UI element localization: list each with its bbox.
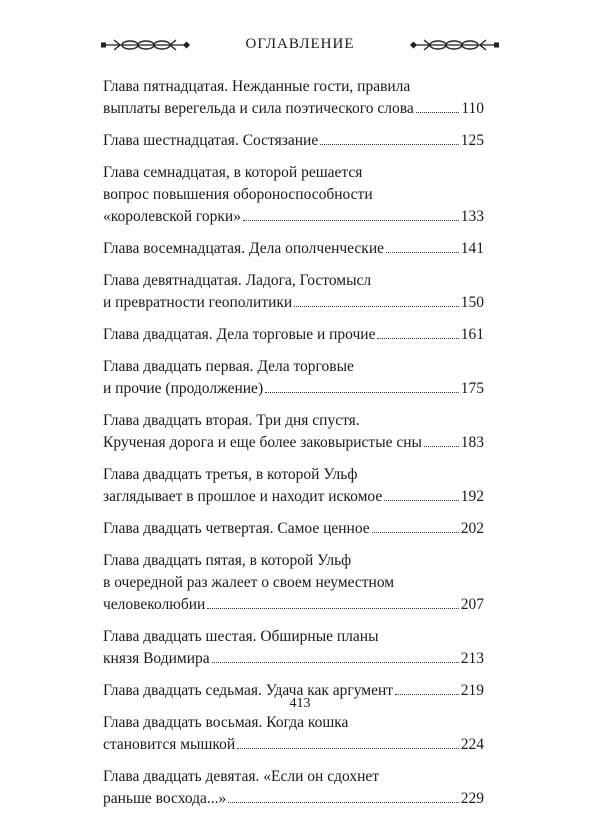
dot-leader: [265, 392, 459, 393]
toc-entry-line: Глава пятнадцатая. Нежданные гости, правила: [103, 78, 411, 95]
toc-entry-page: 207: [460, 596, 484, 613]
toc-entry-title-end: Глава двадцать седьмая. Удача как аргумент: [103, 682, 394, 699]
toc-entry-page: 224: [460, 736, 484, 753]
toc-entry-page: 161: [460, 326, 484, 343]
toc-entry-last-line: [103, 130, 484, 152]
toc-entry-title-end: Глава двадцать четвертая. Самое ценное: [103, 520, 370, 537]
toc-entry-title-end: и прочие (продолжение): [103, 380, 264, 397]
ornament-right-icon: [410, 38, 500, 52]
toc-entry-page: 150: [460, 294, 484, 311]
toc-entry: [103, 712, 484, 756]
dot-leader: [384, 500, 459, 501]
toc-entry: [103, 130, 484, 152]
toc-entry-page: 229: [460, 790, 484, 807]
dot-leader: [386, 252, 459, 253]
toc-entry-last-line: [103, 238, 484, 260]
toc-entry: [103, 356, 484, 400]
toc-entry: [103, 238, 484, 260]
toc-entry-title-end: Глава двадцатая. Дела торговые и прочие: [103, 326, 376, 343]
toc-entry-last-line: [103, 206, 484, 228]
toc-entry-page: 183: [460, 434, 484, 451]
toc-entry-page: 213: [460, 650, 484, 667]
toc-entry: [103, 626, 484, 670]
toc-entry: [103, 76, 484, 120]
toc-entry-last-line: [103, 518, 484, 540]
dot-leader: [212, 662, 459, 663]
dot-leader: [395, 694, 459, 695]
dot-leader: [416, 112, 460, 113]
toc-entry-line: в очередной раз жалеет о своем неуместном: [103, 574, 395, 591]
toc-entry-page: 125: [460, 132, 484, 149]
toc-entry-last-line: [103, 486, 484, 508]
toc-entry: [103, 550, 484, 616]
toc-entry-last-line: [103, 432, 484, 454]
toc-entry-line: Глава двадцать девятая. «Если он сдохнет: [103, 768, 380, 785]
dot-leader: [207, 608, 458, 609]
toc-entry-line: Глава девятнадцатая. Ладога, Гостомысл: [103, 272, 372, 289]
dot-leader: [424, 446, 459, 447]
toc-entry-line: Глава двадцать восьмая. Когда кошка: [103, 714, 349, 731]
toc-entry-title-end: выплаты верегельда и сила поэтического слова: [103, 100, 414, 117]
dot-leader: [228, 802, 458, 803]
toc-entry-last-line: [103, 378, 484, 400]
toc-entry-line: Глава двадцать третья, в которой Ульф: [103, 466, 358, 483]
toc-entry-title-end: князя Водимира: [103, 650, 210, 667]
toc-entry-title-end: Крученая дорога и еще более заковыристые сны: [103, 434, 422, 451]
toc-entry-title-end: становится мышкой: [103, 736, 236, 753]
toc-entry-last-line: [103, 98, 484, 120]
toc-entry: [103, 518, 484, 540]
toc-entry-title-end: «королевской горки»: [103, 208, 241, 225]
dot-leader: [237, 748, 459, 749]
dot-leader: [377, 338, 458, 339]
toc-entry-line: Глава двадцать пятая, в которой Ульф: [103, 552, 352, 569]
toc-entry-line: вопрос повышения обороноспособности: [103, 186, 373, 203]
toc-entry: [103, 270, 484, 314]
toc-entry-line: Глава двадцать первая. Дела торговые: [103, 358, 354, 375]
toc-entry: [103, 410, 484, 454]
toc-entry: [103, 464, 484, 508]
toc-entry-page: 219: [460, 682, 484, 699]
toc-entry-page: 175: [460, 380, 484, 397]
toc-entry-title-end: человеколюбии: [103, 596, 206, 613]
toc-entry: [103, 162, 484, 228]
toc-entry-page: 192: [460, 488, 484, 505]
toc-entry: [103, 324, 484, 346]
toc-entry-last-line: [103, 292, 484, 314]
page-number: 413: [289, 696, 311, 711]
dot-leader: [320, 144, 459, 145]
toc-entry-page: 133: [460, 208, 484, 225]
toc-entry-line: Глава двадцать шестая. Обширные планы: [103, 628, 379, 645]
page-header: [0, 34, 600, 58]
toc-entry-page: 110: [461, 100, 484, 117]
toc-entry-page: 202: [460, 520, 484, 537]
toc-entry-title-end: Глава восемнадцатая. Дела ополченческие: [103, 240, 385, 257]
dot-leader: [294, 306, 459, 307]
page-title: ОГЛАВЛЕНИЕ: [245, 36, 355, 52]
toc-entry-page: 141: [460, 240, 484, 257]
toc-entry-last-line: [103, 594, 484, 616]
toc-entry-title-end: раньше восхода...»: [103, 790, 227, 807]
toc-entry-last-line: [103, 788, 484, 810]
toc-entry-last-line: [103, 648, 484, 670]
toc-entry-last-line: [103, 734, 484, 756]
toc-entry-title-end: заглядывает в прошлое и находит искомое: [103, 488, 383, 505]
toc-entry-line: Глава семнадцатая, в которой решается: [103, 164, 363, 181]
toc-entry: [103, 766, 484, 810]
toc-entry-line: Глава двадцать вторая. Три дня спустя.: [103, 412, 360, 429]
dot-leader: [243, 220, 459, 221]
toc-entry-title-end: Глава шестнадцатая. Состязание: [103, 132, 319, 149]
toc-entry-title-end: и превратности геополитики: [103, 294, 293, 311]
dot-leader: [372, 532, 459, 533]
toc-entry-last-line: [103, 324, 484, 346]
